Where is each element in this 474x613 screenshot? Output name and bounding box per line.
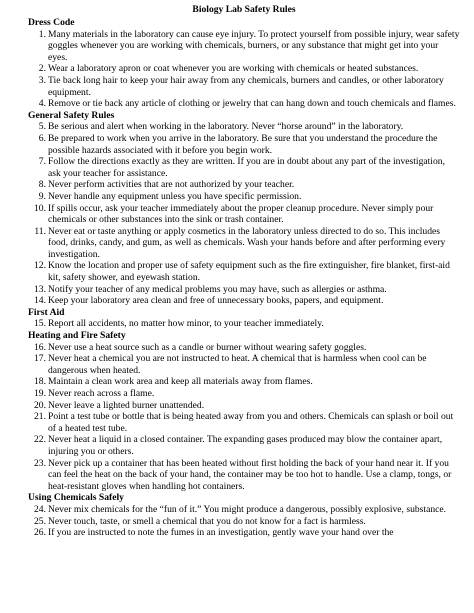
- rule-item: [28, 98, 460, 110]
- rule-text: Follow the directions exactly as they are written. If you are in doubt about any part of the investigation, ask your teacher for assistance.: [48, 156, 445, 179]
- rule-list: [28, 318, 460, 330]
- section-heading: Using Chemicals Safely: [28, 492, 124, 504]
- rule-item: [28, 203, 460, 226]
- rule-text: Never handle any equipment unless you have specific permission.: [48, 190, 302, 202]
- rule-number: 3.: [38, 74, 46, 86]
- rule-number: 15.: [34, 318, 46, 330]
- rule-text: If spills occur, ask your teacher immediately about the proper cleanup procedure. Never simply pour chemicals or other substances into the sink or trash container.: [48, 202, 434, 226]
- rule-text: Be serious and alert when working in the laboratory. Never “horse around” in the laboratory.: [48, 121, 404, 133]
- rule-item: [28, 527, 460, 539]
- rule-number: 10.: [34, 202, 46, 214]
- rule-list: [28, 121, 460, 307]
- rule-item: [28, 260, 460, 283]
- rule-item: [28, 29, 460, 64]
- rule-number: 17.: [34, 353, 46, 365]
- rule-number: 22.: [34, 434, 46, 446]
- rule-number: 2.: [38, 63, 46, 75]
- rule-text: Never heat a chemical you are not instructed to heat. A chemical that is harmless when cool can be dangerous when heated.: [48, 353, 427, 376]
- rule-text: Be prepared to work when you arrive in the laboratory. Be sure that you understand the procedure the possible hazards associated with it before you begin work.: [48, 132, 438, 156]
- rule-text: Never eat or taste anything or apply cosmetics in the laboratory unless directed to do so. This includes food, drinks, candy, and gum, as well as chemicals. Wash your hands before and after performing every investigation.: [48, 225, 446, 260]
- rule-number: 13.: [34, 283, 46, 295]
- rule-text: Keep your laboratory area clean and free of unnecessary books, papers, and equipment.: [48, 295, 384, 307]
- rule-item: [28, 191, 460, 203]
- rule-number: 1.: [38, 28, 46, 40]
- section-heading: First Aid: [28, 306, 65, 318]
- rule-text: Wear a laboratory apron or coat whenever you are working with chemicals or heated substances.: [48, 63, 419, 75]
- rule-list: [28, 29, 460, 110]
- section: [28, 492, 460, 538]
- rule-number: 12.: [34, 260, 46, 272]
- rule-number: 16.: [34, 341, 46, 353]
- rule-text: Never pick up a container that has been heated without first holding the back of your hand near it. If you can feel the heat on the back of your hand, the container may be too hot to handle. Use a clamp, tongs, or heat-resistant gloves when handling hot containers.: [48, 457, 452, 492]
- rule-item: [28, 388, 460, 400]
- rule-item: [28, 75, 460, 98]
- rule-text: Never heat a liquid in a closed container. The expanding gases produced may blow the container apart, injuring you or others.: [48, 434, 443, 457]
- rule-number: 7.: [38, 156, 46, 168]
- rule-number: 26.: [34, 527, 46, 539]
- rule-number: 11.: [34, 225, 46, 237]
- rule-number: 25.: [34, 515, 46, 527]
- rule-number: 24.: [34, 503, 46, 515]
- rule-number: 6.: [38, 132, 46, 144]
- rule-item: [28, 458, 460, 493]
- rule-text: Point a test tube or bottle that is being heated away from you and others. Chemicals can splash or boil out of a heated test tube.: [48, 411, 454, 434]
- rule-text: Never leave a lighted burner unattended.: [48, 399, 205, 411]
- rule-number: 5.: [38, 121, 46, 133]
- rule-number: 23.: [34, 457, 46, 469]
- section: [28, 307, 460, 330]
- rule-text: Maintain a clean work area and keep all materials away from flames.: [48, 376, 313, 388]
- section: [28, 110, 460, 307]
- rule-number: 20.: [34, 399, 46, 411]
- rule-text: Tie back long hair to keep your hair away from any chemicals, burners and candles, or other laboratory equipment.: [48, 74, 444, 98]
- rule-item: [28, 133, 460, 156]
- rule-item: [28, 295, 460, 307]
- rule-item: [28, 121, 460, 133]
- section-heading: General Safety Rules: [28, 109, 115, 121]
- rule-item: [28, 342, 460, 354]
- rule-list: [28, 504, 460, 539]
- rule-number: 8.: [38, 179, 46, 191]
- rule-item: [28, 353, 460, 376]
- rule-item: [28, 63, 460, 75]
- rule-item: [28, 516, 460, 528]
- rule-number: 14.: [34, 295, 46, 307]
- rule-item: [28, 226, 460, 261]
- rule-list: [28, 342, 460, 493]
- rule-text: Many materials in the laboratory can cause eye injury. To protect yourself from possible injury, wear safety goggles whenever you are working with chemicals, burners, or any substance that might get into your eyes.: [48, 28, 460, 63]
- rule-item: [28, 156, 460, 179]
- rule-text: Never reach across a flame.: [48, 388, 155, 399]
- section-heading: Heating and Fire Safety: [28, 330, 126, 342]
- rule-text: Never use a heat source such as a candle or burner without wearing safety goggles.: [48, 341, 367, 353]
- rule-number: 9.: [38, 190, 46, 202]
- rule-item: [28, 179, 460, 191]
- rule-text: Know the location and proper use of safety equipment such as the fire extinguisher, fire blanket, first-aid kit, safety shower, and eyewash station.: [48, 260, 450, 284]
- rule-text: If you are instructed to note the fumes in an investigation, gently wave your hand over the: [48, 527, 394, 539]
- rule-item: [28, 284, 460, 296]
- document-body: [28, 17, 460, 539]
- rule-text: Notify your teacher of any medical problems you may have, such as allergies or asthma.: [48, 283, 387, 295]
- rule-number: 21.: [34, 411, 46, 423]
- rule-text: Remove or tie back any article of clothing or jewelry that can hang down and touch chemicals and flames.: [48, 98, 456, 110]
- section: [28, 330, 460, 492]
- rule-item: [28, 376, 460, 388]
- rule-item: [28, 400, 460, 412]
- rule-item: [28, 411, 460, 434]
- section: [28, 17, 460, 110]
- rule-text: Never touch, taste, or smell a chemical that you do not know for a fact is harmless.: [48, 515, 366, 527]
- rule-number: 18.: [34, 376, 46, 388]
- rule-text: Never mix chemicals for the “fun of it.” You might produce a dangerous, possibly explosive, substance.: [48, 503, 447, 515]
- rule-number: 4.: [38, 98, 46, 110]
- rule-item: [28, 504, 460, 516]
- rule-item: [28, 434, 460, 457]
- section-heading: Dress Code: [28, 17, 75, 28]
- rule-text: Never perform activities that are not authorized by your teacher.: [48, 179, 295, 191]
- document-title: Biology Lab Safety Rules: [192, 4, 296, 15]
- rule-item: [28, 318, 460, 330]
- rule-number: 19.: [34, 388, 46, 399]
- rule-text: Report all accidents, no matter how minor, to your teacher immediately.: [48, 318, 324, 330]
